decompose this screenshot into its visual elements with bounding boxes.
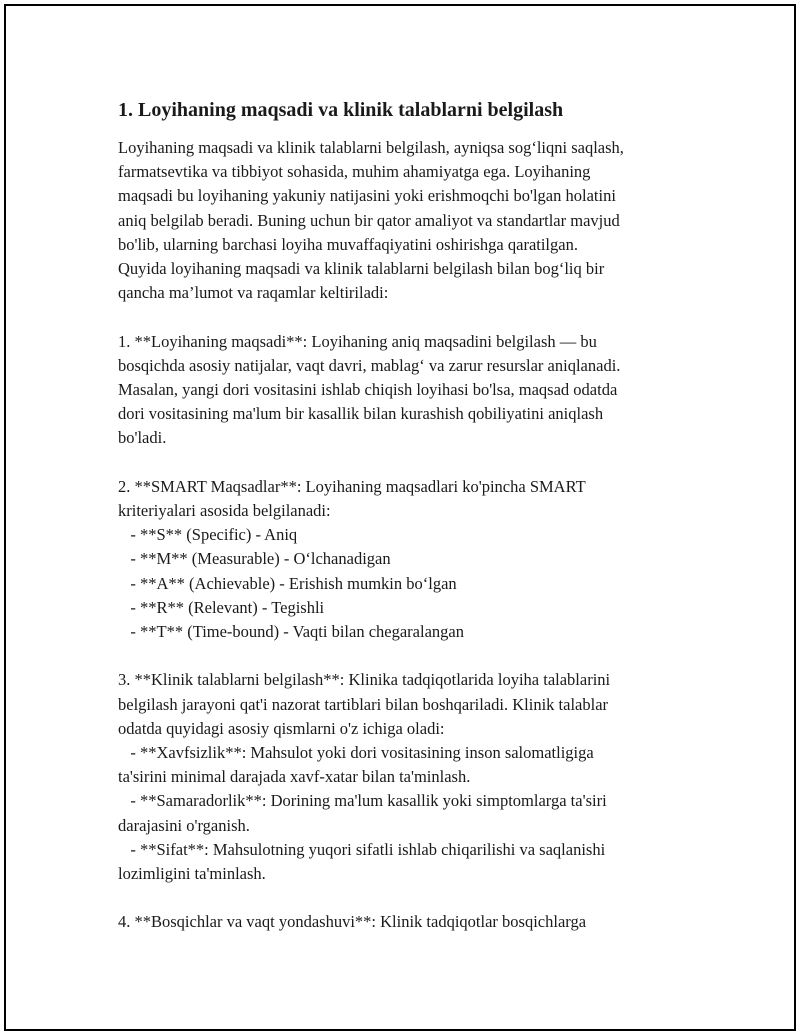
text-line: maqsadi bu loyihaning yakuniy natijasini yoki erishmoqchi bo'lgan holatini	[118, 186, 616, 206]
list-item: - **Samaradorlik**: Dorining ma'lum kasallik yoki simptomlarga ta'siri	[118, 791, 607, 811]
section-3-clinical	[118, 668, 698, 886]
document-body	[118, 96, 698, 935]
list-item: - **Sifat**: Mahsulotning yuqori sifatli ishlab chiqarilishi va saqlanishi	[118, 839, 606, 859]
text-line: dori vositasining ma'lum bir kasallik bilan kurashish qobiliyatini aniqlash	[118, 404, 604, 424]
text-line: 2. **SMART Maqsadlar**: Loyihaning maqsadlari ko'pincha SMART	[118, 476, 586, 496]
paragraph-gap	[118, 451, 698, 475]
list-item: - **S** (Specific) - Aniq	[118, 525, 298, 545]
list-item: - **M** (Measurable) - O‘lchanadigan	[118, 549, 391, 569]
list-item: - **T** (Time-bound) - Vaqti bilan chegaralangan	[118, 622, 464, 642]
paragraph-gap	[118, 305, 698, 329]
text-line: qancha ma’lumot va raqamlar keltiriladi:	[118, 283, 389, 303]
text-line: kriteriyalari asosida belgilanadi:	[118, 501, 331, 521]
section-2-smart	[118, 475, 698, 644]
text-line: bo'lib, ularning barchasi loyiha muvaffaqiyatini oshirishga qaratilgan.	[118, 234, 578, 254]
list-item: - **Xavfsizlik**: Mahsulot yoki dori vositasining inson salomatligiga	[118, 743, 594, 763]
text-line: Loyihaning maqsadi va klinik talablarni belgilash, ayniqsa sog‘liqni saqlash,	[118, 138, 624, 157]
section-4-stages	[118, 910, 698, 934]
text-line: 1. **Loyihaning maqsadi**: Loyihaning aniq maqsadini belgilash — bu	[118, 331, 597, 351]
text-line: 3. **Klinik talablarni belgilash**: Klinika tadqiqotlarida loyiha talablarini	[118, 670, 611, 690]
text-line: bosqichda asosiy natijalar, vaqt davri, mablag‘ va zarur resurslar aniqlanadi.	[118, 355, 621, 375]
paragraph-gap	[118, 886, 698, 910]
text-line: Masalan, yangi dori vositasini ishlab chiqish loyihasi bo'lsa, maqsad odatda	[118, 380, 618, 400]
intro-paragraph	[118, 136, 698, 305]
text-line: 4. **Bosqichlar va vaqt yondashuvi**: Klinik tadqiqotlar bosqichlarga	[118, 912, 587, 932]
text-line: odatda quyidagi asosiy qismlarni o'z ichiga oladi:	[118, 718, 445, 738]
text-line: lozimligini ta'minlash.	[118, 864, 266, 884]
text-line: aniq belgilab beradi. Buning uchun bir qator amaliyot va standartlar mavjud	[118, 210, 620, 230]
text-line: ta'sirini minimal darajada xavf-xatar bilan ta'minlash.	[118, 767, 471, 787]
section-1-goal	[118, 330, 698, 451]
text-line: Quyida loyihaning maqsadi va klinik talablarni belgilash bilan bog‘liq bir	[118, 259, 605, 279]
text-line: belgilash jarayoni qat'i nazorat tartiblari bilan boshqariladi. Klinik talablar	[118, 694, 609, 714]
paragraph-gap	[118, 644, 698, 668]
list-item: - **A** (Achievable) - Erishish mumkin bo‘lgan	[118, 573, 457, 593]
section-heading: 1. Loyihaning maqsadi va klinik talablarni belgilash	[118, 99, 564, 121]
text-line: bo'ladi.	[118, 428, 167, 448]
list-item: - **R** (Relevant) - Tegishli	[118, 597, 325, 617]
document-page	[4, 4, 796, 1031]
text-line: darajasini o'rganish.	[118, 815, 250, 835]
text-line: farmatsevtika va tibbiyot sohasida, muhim ahamiyatga ega. Loyihaning	[118, 162, 591, 182]
